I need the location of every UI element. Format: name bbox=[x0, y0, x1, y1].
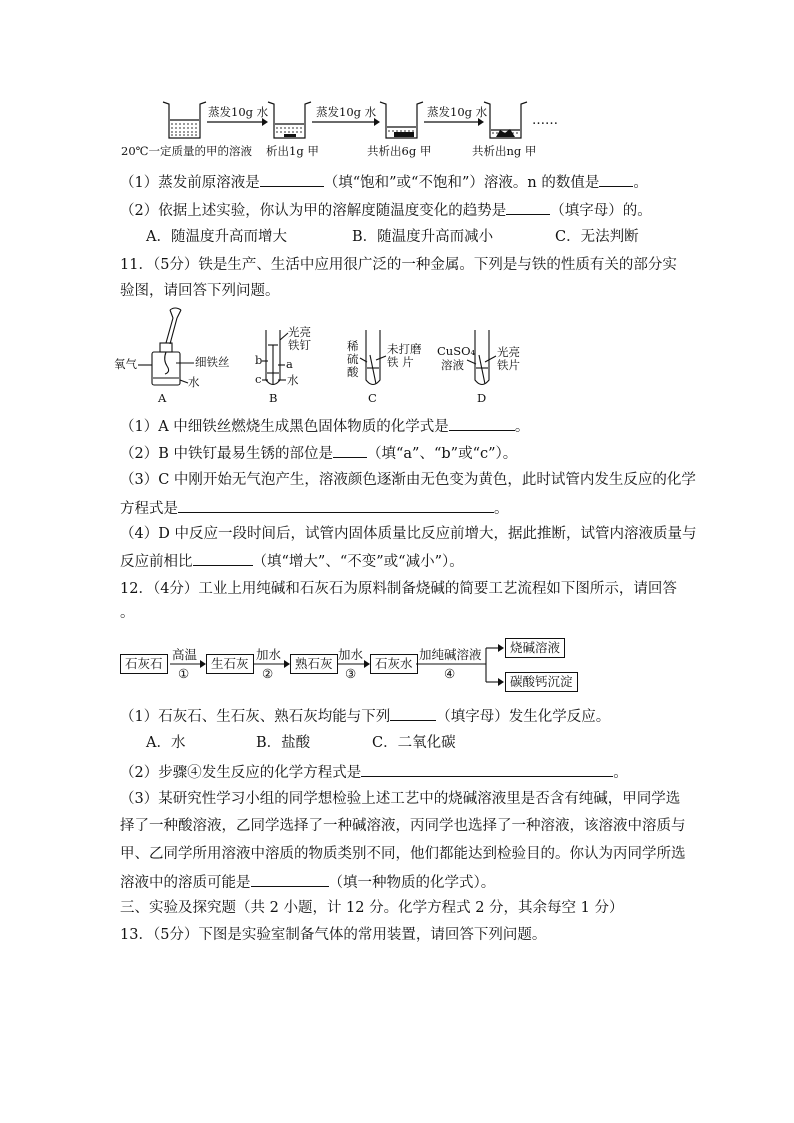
q10-option-b: B．随温度升高而减小 bbox=[352, 229, 494, 245]
flow-arrow-label-3: 加水 bbox=[338, 647, 364, 662]
q12-part3-cont2: 甲、乙同学所用溶液中溶质的物质类别不同，他们都能达到检验目的。你认为丙同学所选 bbox=[120, 846, 686, 862]
flow-box-limewater: 石灰水 bbox=[370, 654, 418, 674]
label-nail-1: 光亮 bbox=[288, 325, 311, 339]
caption-1g: 析出1g 甲 bbox=[266, 144, 319, 158]
label-fig-b: B bbox=[269, 391, 278, 405]
caption-ng: 共析出ng 甲 bbox=[472, 144, 537, 158]
label-iron-wire: 细铁丝 bbox=[195, 355, 230, 369]
flow-step-4: ④ bbox=[444, 666, 456, 681]
flow-arrow-label-1: 高温 bbox=[172, 647, 198, 662]
answer-blank[interactable] bbox=[251, 872, 329, 887]
q11-part4-cont: 反应前相比 （填“增大”、“不变”或“减小”）。 bbox=[120, 551, 464, 571]
arrow-label-3: 蒸发10g 水 bbox=[427, 105, 488, 119]
label-a: a bbox=[286, 357, 293, 371]
label-unpolished-2: 铁 片 bbox=[387, 355, 414, 369]
flow-arrow-label-2: 加水 bbox=[256, 647, 282, 662]
label-b: b bbox=[255, 353, 263, 367]
label-acid-3: 酸 bbox=[347, 365, 359, 379]
q11-part4: （4）D 中反应一段时间后，试管内固体质量比反应前增大，据此推断，试管内溶液质量与 bbox=[120, 526, 697, 542]
label-acid-1: 稀 bbox=[347, 339, 359, 353]
q10-part1: （1）蒸发前原溶液是 （填“饱和”或“不饱和”）溶液。n 的数值是 。 bbox=[120, 172, 648, 192]
section-three-heading: 三、实验及探究题（共 2 小题，计 12 分。化学方程式 2 分，其余每空 1 分） bbox=[120, 900, 624, 916]
arrow-label-1: 蒸发10g 水 bbox=[208, 105, 269, 119]
q12-part1: （1）石灰石、生石灰、熟石灰均能与下列 （填字母）发生化学反应。 bbox=[120, 706, 610, 726]
flow-box-caco3: 碳酸钙沉淀 bbox=[505, 672, 578, 692]
label-c: c bbox=[255, 372, 262, 386]
label-unpolished-1: 未打磨 bbox=[387, 342, 422, 356]
q11-stem-1: 11．（5分）铁是生产、生活中应用很广泛的一种金属。下列是与铁的性质有关的部分实 bbox=[120, 257, 677, 273]
flow-step-1: ① bbox=[178, 666, 190, 681]
answer-blank[interactable] bbox=[361, 762, 613, 777]
answer-blank[interactable] bbox=[390, 706, 436, 721]
flow-arrow-label-4: 加纯碱溶液 bbox=[419, 647, 482, 662]
q12-stem-1: 12．（4分）工业上用纯碱和石灰石为原料制备烧碱的简要工艺流程如下图所示，请回答 bbox=[120, 581, 677, 597]
ellipsis: …… bbox=[532, 113, 558, 128]
label-fig-c: C bbox=[368, 391, 377, 405]
q11-part3: （3）C 中刚开始无气泡产生，溶液颜色逐渐由无色变为黄色，此时试管内发生反应的化学 bbox=[120, 472, 696, 488]
label-acid-2: 硫 bbox=[347, 352, 359, 366]
label-solution: 溶液 bbox=[441, 358, 464, 372]
flow-box-quicklime: 生石灰 bbox=[206, 654, 254, 674]
q13-stem: 13．（5分）下图是实验室制备气体的常用装置，请回答下列问题。 bbox=[120, 927, 547, 943]
flow-box-limestone: 石灰石 bbox=[120, 654, 168, 674]
label-bright-2: 铁片 bbox=[497, 358, 520, 372]
label-water-b: 水 bbox=[287, 373, 299, 387]
q12-part3-cont1: 择了一种酸溶液，乙同学选择了一种碱溶液，丙同学也选择了一种溶液，该溶液中溶质与 bbox=[120, 818, 686, 834]
flow-step-3: ③ bbox=[345, 666, 357, 681]
q11-stem-2: 验图，请回答下列问题。 bbox=[120, 283, 280, 299]
q10-part2: （2）依据上述实验，你认为甲的溶解度随温度变化的趋势是 （填字母）的。 bbox=[120, 200, 652, 220]
q12-part3: （3）某研究性学习小组的同学想检验上述工艺中的烧碱溶液里是否含有纯碱，甲同学选 bbox=[120, 791, 681, 807]
label-nail-2: 铁钉 bbox=[288, 338, 311, 352]
q10-option-a: A．随温度升高而增大 bbox=[146, 229, 287, 245]
q12-part3-cont3: 溶液中的溶质可能是 （填一种物质的化学式）。 bbox=[120, 872, 495, 892]
q12-option-b: B．盐酸 bbox=[256, 735, 311, 751]
q12-stem-2: 。 bbox=[120, 605, 135, 621]
label-oxygen: 氧气 bbox=[114, 357, 137, 371]
flow-box-slaked-lime: 熟石灰 bbox=[290, 654, 338, 674]
label-bright-1: 光亮 bbox=[497, 345, 520, 359]
q12-option-c: C．二氧化碳 bbox=[372, 735, 456, 751]
q11-part3-cont: 方程式是 。 bbox=[120, 498, 509, 518]
flow-box-caustic-soda: 烧碱溶液 bbox=[505, 638, 565, 658]
q11-part1: （1）A 中细铁丝燃烧生成黑色固体物质的化学式是 。 bbox=[120, 416, 529, 436]
caption-original-solution: 20℃一定质量的甲的溶液 bbox=[121, 144, 252, 158]
arrow-label-2: 蒸发10g 水 bbox=[316, 105, 377, 119]
caption-6g: 共析出6g 甲 bbox=[367, 144, 432, 158]
q11-part2: （2）B 中铁钉最易生锈的部位是 （填“a”、“b”或“c”）。 bbox=[120, 443, 517, 463]
q10-option-c: C．无法判断 bbox=[555, 229, 639, 245]
label-water-a: 水 bbox=[188, 375, 200, 389]
label-cuso4: CuSO₄ bbox=[437, 344, 476, 358]
label-fig-a: A bbox=[158, 391, 167, 405]
q12-part2: （2）步骤④发生反应的化学方程式是 。 bbox=[120, 762, 628, 782]
q12-option-a: A．水 bbox=[146, 735, 186, 751]
flow-step-2: ② bbox=[262, 666, 274, 681]
label-fig-d: D bbox=[477, 391, 487, 405]
